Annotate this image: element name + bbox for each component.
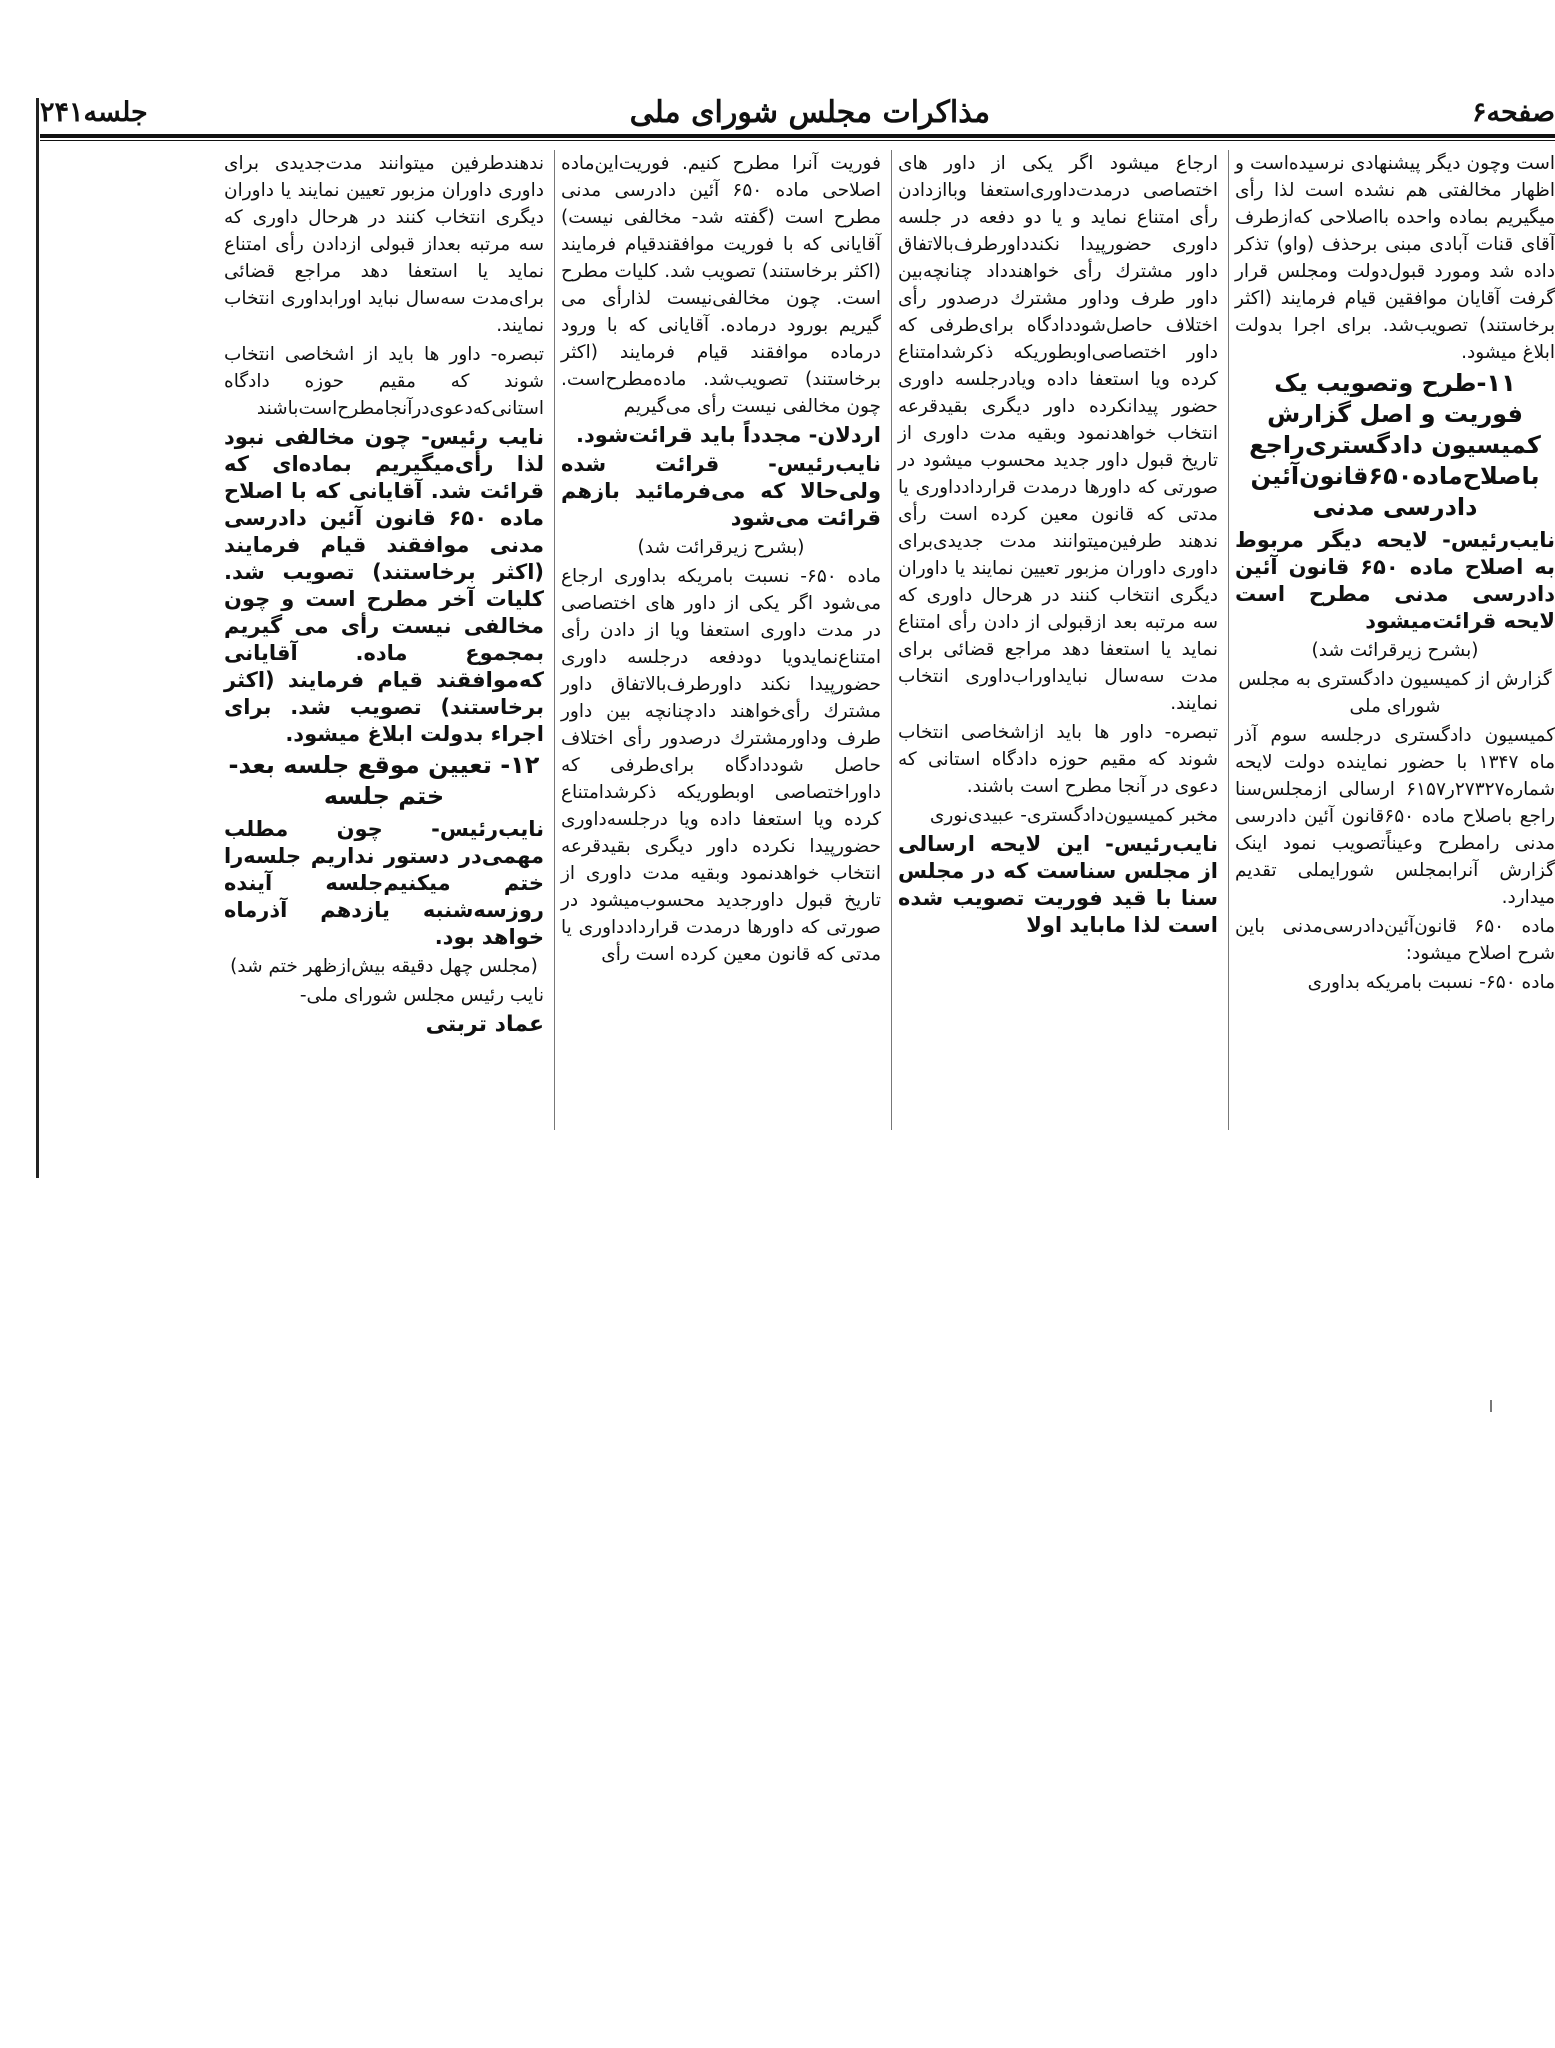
paragraph: ندهندطرفین میتوانند مدت‌جدیدی برای داوری داوران مزبور تعیین نمایند یا داوران دیگری انتخاب کنند در هرحال داوری که سه مرتبه بعداز قبولی ازدادن رأی امتناع نماید یا استعفا دهد مراجع قضائی برای‌مدت سه‌سال نباید اورابداوری انتخاب نمایند. <box>224 153 544 336</box>
signature-name: عماد تربتی <box>425 1012 544 1037</box>
speaker-line: نایب‌رئیس- چون مطلب مهمی‌در دستور نداریم جلسه‌را ختم میکنیم‌جلسه آینده روز‌سه‌شنبه یازدهم آذرماه خواهد بود. <box>224 817 544 949</box>
section-heading: ۱۱-طرح وتصویب یک فوریت و اصل گزارش کمیسیون دادگستری‌راجع باصلاح‌ماده‌۶۵۰قانون‌آئین دادرسی مدنی <box>1249 369 1541 521</box>
signature-title: نایب رئیس مجلس شورای ملی- <box>299 985 544 1006</box>
paragraph: تبصره- داور ها باید ازاشخاصی انتخاب شوند که مقیم حوزه دادگاه استانی که دعوی در آنجا مطرح است باشند. <box>898 722 1218 797</box>
paragraph: است وچون دیگر پیشنهادی نرسیده‌است و اظهار مخالفتی هم نشده است لذا رأی میگیریم بماده واحده بااصلاحی که‌ازطرف آقای قنات آبادی مبنی برحذف (واو) تذکر داده شد ومورد قبول‌دولت ومجلس قرار گرفت آقایان موافقین قیام فرمایند (اکثر برخاستند) تصویب‌شد. برای اجرا بدولت ابلاغ میشود. <box>1235 153 1555 363</box>
speaker-line: نایب‌رئیس- قرائت شده ولی‌حالا که می‌فرمائید بازهم قرائت می‌شود <box>561 452 881 530</box>
column-4 <box>218 150 544 1130</box>
speaker-line: نایب‌رئیس- این لایحه ارسالی از مجلس سناست که در مجلس سنا با قید فوریت تصویب شده است لذا ماباید اولا <box>898 832 1218 937</box>
page-header <box>40 92 1555 132</box>
parenthetical-note: (مجلس چهل دقیقه بیش‌ازظهر ختم شد) <box>230 956 538 977</box>
paragraph: ماده ۶۵۰ قانون‌آئین‌دادرسی‌مدنی باین شرح اصلاح میشود: <box>1235 916 1555 964</box>
report-heading: گزارش از کمیسیون دادگستری به مجلس شورای ملی <box>1238 669 1552 717</box>
parenthetical-note: (بشرح زیرقرائت شد) <box>637 537 805 558</box>
paragraph: مخبر کمیسیون‌دادگستری- عبیدی‌نوری <box>929 805 1218 826</box>
paragraph: تبصره- داور ها باید از اشخاصی انتخاب شوند که مقیم حوزه دادگاه استانی‌که‌دعوی‌درآنجامطرح‌است‌باشند <box>224 344 544 419</box>
column-2 <box>891 150 1218 1130</box>
paragraph: ماده ۶۵۰- نسبت بامریکه بداوری <box>1307 972 1555 993</box>
text-columns <box>50 150 1555 1130</box>
header-rule <box>40 134 1555 138</box>
session-number: جلسه۲۴۱ <box>40 96 148 128</box>
paragraph: کمیسیون دادگستری درجلسه سوم آذر ماه ۱۳۴۷ با حضور نماینده دولت لایحه شماره۲۷۳۲۷ر۶۱۵۷ ارسالی ازمجلس‌سنا راجع باصلاح ماده ۶۵۰قانون آئین دادرسی مدنی رامطرح وعیناًتصویب نمود اینک گزارش آنرابمجلس شورایملی تقدیم میدارد. <box>1235 725 1555 908</box>
page-edge-line <box>36 98 39 1178</box>
page-number: صفحه۶ <box>1471 96 1555 128</box>
paragraph: ارجاع میشود اگر یکی از داور های اختصاصی درمدت‌داوری‌استعفا وباازدادن رأی امتناع نماید و یا دو دفعه در جلسه داوری حضورپیدا نکندداورطرف‌بالاتفاق داور مشترك رأی خواهندداد چنانچه‌بین داور طرف وداور مشترك درصدور رأی اختلاف حاصل‌شوددادگاه برای‌طرفی که داور اختصاصی‌اوبطوریکه ذکرشدامتناع کرده ویا استعفا داده ویادرجلسه داوری حضور پیدانکرده داور دیگری بقیدقرعه انتخاب خواهدنمود وبقیه مدت داوری از تاریخ قبول داور جدید محسوب میشود در صورتی که داورها درمدت قراردادداوری یا مدتی که قانون معین کرده است رأی ندهند طرفین‌میتوانند مدت جدیدی‌برای داوری داوران مزبور تعیین نمایند یا داوران دیگری انتخاب کنند در هرحال داوری که سه مرتبه بعد ازقبولی از دادن رأی امتناع نماید یا استعفا دهد مراجع قضائی برای مدت سه‌سال نبایدا‌وراب‌داوری انتخاب نمایند. <box>898 153 1218 714</box>
publication-title: مذاکرات مجلس شورای ملی <box>629 94 991 130</box>
margin-mark <box>1490 1400 1492 1412</box>
paragraph: فوریت آنرا مطرح کنیم. فوریت‌این‌ماده اصلاحی ماده ۶۵۰ آئین دادرسی مدنی مطرح است (گفته شد- مخالفی نیست) آقایانی که با فوریت موافقند‌قیام فرمایند (اکثر برخاستند) تصویب شد. کلیات مطرح است. چون مخالفی‌نیست لذارأی می گیریم بورود درماده. آقایانی که با ورود درماده موافقند قیام فرمایند (اکثر برخاستند) تصویب‌شد. ماده‌مطرح‌است. چون مخالفی نیست رأی می‌گیریم <box>561 153 881 417</box>
speaker-line: اردلان- مجدداً باید قرائت‌شود. <box>575 423 881 447</box>
column-3 <box>554 150 881 1130</box>
header-rule-thin <box>40 140 1555 141</box>
section-heading: ۱۲- تعیین موقع جلسه بعد- ختم جلسه <box>228 751 540 810</box>
column-1 <box>1228 150 1555 1130</box>
parenthetical-note: (بشرح زیرقرائت شد) <box>1311 640 1479 661</box>
speaker-line: نایب رئیس- چون مخالفی نبود لذا رأی‌میگیریم بماده‌ای که قرائت شد. آقایانی که با اصلاح ماده ۶۵۰ قانون آئین دادرسی مدنی موافقند قیام فرمایند (اکثر برخاستند) تصویب شد. کلیات آخر مطرح است و چون مخالفی نیست رأی می گیریم بمجموع ماده. آقایانی کەموافقند قیام فرمایند (اکثر برخاستند) تصویب شد. برای اجراء بدولت ابلاغ میشود. <box>224 425 545 746</box>
speaker-line: نایب‌رئیس- لایحه دیگر مربوط به اصلاح ماده ۶۵۰ قانون آئین دادرسی مدنی مطرح است لایحه قرائت‌میشود <box>1235 528 1555 633</box>
paragraph: ماده ۶۵۰- نسبت بامریکه بداوری ارجاع می‌شود اگر یکی از داور های اختصاصی در مدت داوری استعفا ویا از دادن رأی امتناع‌نمایدویا دودفعه درجلسه داوری حضورپیدا نکند داورطرف‌بالاتفاق داور مشترك رأی‌خواهند دادچنانچه بین داور طرف وداورمشترك درصدور رأی اختلاف حاصل شوددادگاه برای‌طرفی که داوراختصاصی اوبطوریکه ذکرشدامتناع کرده ویا استعفا داده ویا درجلسه‌داوری حضورپیدا نکرده داور دیگری بقیدقرعه انتخاب خواهدنمود وبقیه مدت داوری از تاریخ قبول داورجدید محسوب‌میشود در صورتی که داورها درمدت قراردادداوری یا مدتی که قانون معین کرده است رأی <box>561 566 881 965</box>
